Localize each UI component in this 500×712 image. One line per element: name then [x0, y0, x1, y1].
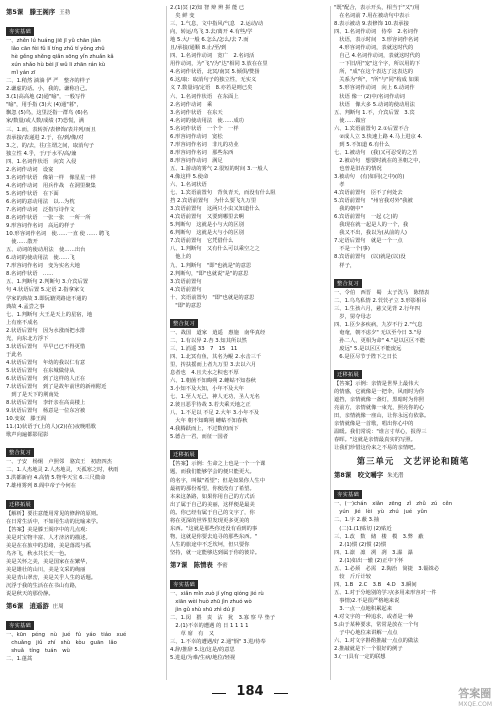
answer-line: 5.德合一君，而征一国者 [170, 434, 229, 441]
answer-line: 二、1.稍然 淌淌 俨 严 整齐的样子 [6, 78, 91, 85]
answer-line: 5.名词作状语 一个个 一样 [170, 125, 239, 132]
answer-line: 二、1.人杰地灵 2.人杰地灵，天孤寒之时，秋雨 [6, 467, 119, 474]
answer-line: 2.名词作动词 乘 [170, 101, 213, 108]
answer-line: 2.(1)不幸的遭遇 的 日 1 1 1 1 [170, 623, 249, 630]
answer-line: "既"配合，表示开头，相当于"又"/用 [334, 5, 420, 11]
answer-line: 2.被动句 想要时就在的圣朝之中， [334, 157, 424, 164]
page-number: 184 [226, 684, 274, 699]
answer-line: mǐ yán zī [6, 70, 36, 77]
answer-line: 人生的旅途中不乏坎坷，但只要你 [170, 541, 250, 548]
answer-line: 9.状语后置句 杨意是一位东宫被 [6, 408, 86, 415]
answer-line: 学家的典故 3.即阮籍哭路途不通的 [6, 295, 87, 302]
answer-line: 2.彼且恶乎待哉 3.若夫乘天地之正 [170, 402, 251, 409]
answer-line: 大年 朝不知晦朔 蟪蛄不知春秋 [170, 418, 248, 425]
answer-line: 6.判断句 这就是大与小的区别 [170, 230, 244, 237]
answer-line: 3.(1)高高地 (2)通"喻"，一般写作 [6, 94, 86, 101]
answer-line: chuǎng jiǔ zhí shù kòu guān lǎo [6, 640, 117, 647]
answer-line: 六、1.宾语前置句 2.①后置不合 [334, 125, 409, 132]
answer-line: 一、令伯 西晋 蜀 太子洗马 陈情表 [334, 289, 430, 296]
answer-line: 4.我腾跃而上，不过数仞而下 [170, 426, 239, 433]
answer-line: 4.名词的使动用法 使……成功 [170, 117, 244, 124]
answer-line: 三、1.消遥 33 7 15 11 [170, 345, 238, 352]
answer-line: 一、子安 杨炯 卢照邻 骆宾王 初唐四杰 [6, 459, 112, 466]
column-right [334, 4, 492, 682]
answer-line: 5.由于某种要求，常常是放在一个句 [334, 622, 419, 629]
answer-line: 温暖。我们常说："谁言寸草心，报得三 [334, 429, 427, 436]
answer-line: 春晖。"这就是亲情最真实的写照。 [334, 437, 416, 444]
answer-line: 废远" 5.是以区区不能废远 [334, 345, 402, 352]
answer-line: 美是青山翠峦，美是关乎人生的话题。 [6, 574, 97, 581]
section-tag-row [170, 571, 328, 590]
answer-line: 样子， [334, 262, 356, 269]
answer-line: 4.对文字的一种追求，或者是一种 [334, 614, 414, 621]
answer-line: 七、1.被动句 (我)又可忍受的之苦 [334, 149, 418, 156]
answer-line: 四、1.名词作状语 向宾 入侵 [6, 158, 77, 165]
answer-line: 3.宾语前置句 [170, 278, 202, 285]
answer-line: 里，抟扶摇而上者九万里 3.去以六月 [170, 361, 257, 368]
answer-line: 让我们珍惜这份来之不易的亲情吧。 [334, 445, 419, 452]
answer-line: 7.形容词作名词 变为实名大地 [6, 263, 80, 270]
answer-line: 四、1.凛 凛 冽 冽 3.瀑 瀑 [334, 549, 413, 556]
watermark-url: MXQE.COM [458, 701, 492, 708]
section-tag: 迁移拓展 [334, 370, 362, 379]
answer-line: 题，而我们能够学会的便只能更大。 [170, 469, 255, 476]
section-tag-row [6, 18, 164, 37]
answer-line: 奄奄，朝不虑夕" 无以至今日 3."母 [334, 329, 422, 336]
answer-line: 物，这就是你要去追寻的那些东西。" [170, 533, 258, 540]
answer-line: 4.辞/推辞 5.这/这是/的意思 [170, 647, 235, 654]
answer-line: 5.宾语前置句 "州官我对外"我被 [334, 198, 413, 205]
answer-line: 最初的那份希望，你便没有了希望。 [170, 485, 255, 492]
answer-line: 我的朝中" [334, 206, 363, 213]
answer-line: 状语 像一 (2)中/名词作动词 [334, 93, 405, 100]
answer-line: 用作动词，为"飞"/为"达"相同 3.放在在里 [170, 61, 268, 68]
lesson-title [334, 470, 492, 479]
answer-line: 7.宾语前置句 它凭借什么 [170, 238, 234, 245]
column-middle [170, 4, 328, 682]
answer-line: 3.一点一点地积累起来 [334, 606, 393, 612]
answer-line: 七、1.判断句 大王是天上的星宿，地 [6, 311, 93, 318]
answer-line: 田，亲情就像一座山，让你永远有依靠。 [334, 413, 430, 420]
lesson-author: 王勃 [59, 10, 70, 16]
answer-line: 典故 4.孟尝之事 [6, 303, 45, 310]
answer-line: 7.定语后置句 就是一个一点 [334, 238, 403, 245]
answer-line: "喻"，用手指 (3)大 (4)通"暮"， [6, 102, 82, 109]
answer-line: 6.是臣尽节于陛下之日长 [334, 353, 398, 360]
section-tag-row [334, 481, 492, 500]
answer-line: 7.名词作动词 泛指写诗作文 [6, 206, 75, 213]
answer-line: 子中心地位来讲解一点点 [334, 630, 398, 637]
answer-line: 六、1.对文字斟酌推敲一点点的做法 [334, 638, 419, 645]
answer-line: 于此名 [6, 351, 22, 358]
answer-line: 10.形容词作名词 使……一直 使 …… 聘飞 [6, 231, 110, 238]
answer-line: 将在更深的世界里发现更多更美的 [170, 517, 250, 524]
answer-line: 2.(1)如出一辙 (2)正中下怀 [334, 557, 404, 564]
answer-line: 不是一个(事) [334, 246, 370, 253]
answer-line: 3.(一)具有一定的联想 [334, 654, 386, 661]
answer-line: yún jié lèi yù zhú jué yǔn [334, 509, 428, 516]
answer-line: 3.宾语前置句 这两只小虫又知道什么 [170, 206, 260, 213]
answer-line: 独立性 4.乎，于/于水平/高/兼 [6, 150, 77, 157]
section-tag-row [170, 310, 328, 329]
lesson-title [6, 7, 164, 16]
answer-line: 矣 鲜 变 [170, 13, 195, 20]
answer-line: 一、(一)chán xiǎn zēng zǐ zhǔ zú cěn [334, 501, 453, 508]
answer-line: 七、1.宾语前置句 背负青天，而没有什么阻 [170, 190, 276, 197]
answer-line: shuǎ tíng tuán wù [6, 648, 70, 655]
unit-title: 第三单元 文艺评论和随笔 [356, 456, 470, 467]
answer-line: 一、zhěn lú huáng jiē jī yǔ chān jiàn [6, 38, 101, 44]
answer-line: 亮前方，亲情就像一束光，照亮你的心 [334, 405, 425, 412]
answer-line: 事情)2.不是很严格地来说 [334, 597, 400, 604]
answer-line: 六、1.名词状语 [170, 182, 207, 189]
answer-line: 一、xiǎn mǐn zuò jí yīng qióng jié rù [170, 591, 264, 597]
answer-line: 关系为"所"，"所"与"同"构成 如果 [334, 77, 420, 84]
section-tag: 整合复习 [170, 319, 198, 328]
answer-line: 五、1.判断句 2.判断句 3.介宾后置 [6, 279, 89, 286]
lesson-title [6, 601, 164, 610]
answer-line: 一、kūn péng nù jué fú yáo tiáo xué [6, 632, 127, 639]
answer-line: xún shǎo hù bèi jī wǔ li zhān rán kù [6, 62, 106, 69]
answer-line: 3.状语后置句 早早已已不得更惜 [6, 343, 86, 350]
answer-line: 八、1.不足以 不足 2.大年 3.小年不及 [170, 410, 260, 417]
answer-line: 五、1.必须 必需 2.陶治 简捷 3.锱铢必 [334, 565, 440, 572]
answer-line: 2.推敲就是下一个很好的例子 [334, 646, 403, 653]
answer-line: 5.形容词作动词 向上 6.动词作 [334, 85, 415, 92]
answer-line: 九、1.判断句 "即"也就是"的意思 [170, 262, 252, 269]
answer-line: 的情感，它就像是一把伞，风雨时为你 [334, 389, 425, 396]
watermark-logo [458, 685, 492, 708]
answer-line: 家/数量/或人数/成绩 (7)恐慌，满 [6, 118, 85, 125]
lesson-title [170, 560, 328, 569]
section-tag: 迁移拓展 [170, 450, 198, 459]
answer-line: 四、1.名词作动词 侍奉 2.名词作 [334, 29, 419, 36]
section-tag: 夯实基础 [170, 580, 198, 589]
answer-line: 向，转运/鸟飞 3.去/离开 4.有些/学 [170, 29, 253, 36]
section-tag: 整合复习 [6, 448, 34, 457]
answer-line: 且/承接/通顺 8.止/至/到 [170, 45, 227, 52]
answer-line: 的名字，叫做"希望"；但是如果你人生中 [170, 477, 265, 484]
answer-line: 7.形容词作名词 非凡的功业 [170, 141, 239, 148]
answer-line: 遮挡，亲情就像一盏灯，黑暗时为你照 [334, 397, 425, 404]
answer-line: 息者也 4.且夫水之积也不厚 [170, 370, 239, 377]
answer-line: 2.判断句，"即"也就说"是"的意思 [170, 270, 249, 277]
answer-line: 8.名词作状语 …… [6, 271, 54, 278]
answer-line: 2.(1)惯 (2)惯 (2)惯 [334, 541, 387, 548]
lesson-title-text: 第5课 滕王阁序 [6, 8, 56, 16]
answer-line: 3.名词作状语 在东天 [170, 109, 223, 116]
answer-line: 美是在在旅中的思绪，美是落霞与孤 [6, 542, 91, 549]
answer-line: 一下旧/用"宠"这个字，所以用的下 [334, 61, 421, 68]
lesson-title-text: 第6课 逍遥游 [6, 602, 49, 611]
answer-line: 义 7.数量词/定语 8.亦若是则已矣 [170, 85, 253, 92]
answer-line: 【解析】要注意能用常见的修辞的原则。 [6, 510, 102, 517]
answer-line: 状语 像大多 5.动词的使动用法 [334, 101, 415, 108]
answer-line: 孙二人，更相为命" 4."是以区区不能 [334, 337, 426, 344]
answer-line: 在名词前 7.用在被动句中表示 [334, 13, 410, 20]
answer-line: 五、判断句 1.不，介宾后置 3.宾 [334, 109, 415, 116]
answer-line: 地 5.大/一般 6.怎么/怎么/去 7.而 [170, 37, 249, 44]
section-tag-row [334, 361, 492, 380]
answer-line: 五、1.对于分地别的学习(多用来形容对一件 [334, 589, 437, 596]
answer-line: 【答案】美是滕王阁序中的几点观： [6, 526, 91, 533]
answer-line: 我现在就一起是人的一个，我 [334, 222, 409, 229]
answer-line: 三、1.改 数 储 楼 模 3.弊 蔽 [334, 533, 424, 540]
answer-line: 8.形容词作动词 满足 [170, 157, 223, 164]
answer-line: 三、1.不幸的遭遇/好 2.通"悯" 3.进/侍奉 [170, 639, 266, 646]
answer-line: 8.宾语前置句 (以)就是(以)没 [334, 254, 406, 261]
answer-line: 四、1.名词作动词 宽广 2.名词活 [170, 53, 255, 60]
answer-line: 3.洪都新府 4.高情 5.物华天宝 6.三尺微命 [6, 475, 106, 482]
answer-line: 4.宾语前置句 又要到哪里去啊 [170, 214, 244, 221]
answer-line: jìn gǔ shù shū zhì dú jī [170, 607, 235, 614]
answer-line: 5.名词作状语 在下面 [6, 190, 59, 197]
answer-line: 四、1.北冥有鱼，其名为鲲 2.水击三千 [170, 353, 262, 360]
section-tag-row [6, 439, 164, 458]
answer-line: 10.变叙 滕王阁 [6, 416, 47, 423]
answer-line: 挡 2.宾语前置句 为什么要飞九万里 [170, 198, 257, 205]
answer-line: 到 5.不知道 6.有什么 [334, 141, 390, 148]
answer-line: 五、1.游动的雾气 2.很短的时间 3.一般人 [170, 165, 268, 172]
answer-line: 4.像这样 5.使命 [170, 173, 209, 180]
answer-line: 6.这/取：取消句子的独立性，无实义 [170, 77, 257, 84]
answer-line: 所，"成"在这个表达了这表达的 [334, 69, 414, 76]
answer-line: 说是秋天的那份静。 [6, 591, 54, 597]
answer-line: 【答案】示例：生命之上也是一个一个课 [170, 461, 266, 468]
answer-line: 二、1.字 2.蔽 3.抽 [334, 517, 380, 524]
answer-line: 孝 [334, 182, 345, 189]
answer-line: 二、1.有以异 2.杏 3.知其所以然 [170, 337, 247, 344]
answer-line: 6.形容词作动词 宽松 [170, 133, 223, 140]
answer-line: 2.谦虚的话。小，我的。谦称自己。 [6, 86, 91, 93]
answer-line: 歌声向遍都影尾影 [6, 432, 49, 439]
answer-line: 表承接/表递进 2.于，在/到/像/对 [6, 134, 84, 141]
answer-line: 自己 4.名词作动词，表就这时代的 [334, 53, 421, 60]
answer-line: 坚持，就一定能够达到属于你的彼岸。 [170, 549, 261, 556]
section-tag-row [334, 270, 492, 289]
answer-line: 八、1.判断句 又有什么可以乘空之之 [170, 246, 260, 253]
answer-line: 三、1.生孩六月，慈父见背 2.行年四 [334, 305, 420, 312]
answer-line: 较 斤斤计较 [334, 573, 372, 580]
answer-line: 5.进退/为难/生病/地位/轻视 [170, 655, 236, 662]
section-tag-row [6, 491, 164, 510]
answer-line: 美是对宝物丰富、人才济济的描述。 [6, 534, 91, 541]
answer-line: 8.形容词作名词 那些东西 [170, 149, 234, 156]
watermark-brand: 答案圈 [458, 687, 492, 700]
section-tag: 夯实基础 [6, 27, 34, 36]
section-tag: 整合复习 [334, 279, 362, 288]
answer-line: 岁，舅夺母志 [334, 313, 372, 320]
answer-line: 美是关怀之美，美是国家在在繁华， [6, 558, 91, 565]
answer-line: 9.形容词作名词 高远的样子 [6, 223, 75, 230]
answer-line: 在日常生活中，不如用生动的比喻来学。 [6, 518, 102, 525]
answer-line: 四、1.B 2.C 3.B 4.D 3.瞬间 [334, 581, 417, 588]
answer-line: "即"的意思 [170, 302, 202, 309]
answer-line: 4.名词作动词 用兵作战 在洞里聚集 [6, 182, 96, 189]
answer-line: 11.(1)状语于(上的人)(2)(在)夜晚唱歌 [6, 424, 96, 431]
answer-line: 七、1.至人无己，神人无功，圣人无名 [170, 394, 260, 401]
answer-line: 五、动词的使动用法 使……出台 [6, 247, 86, 254]
answer-line: 2.状语后置句 因为水涨而把水排 [6, 327, 86, 334]
lesson-title-text: 第7课 陈情表 [170, 561, 213, 569]
answer-line: 六、1.朝菌不知晦朔 2.蟪蛄不知春秋 [170, 378, 256, 385]
answer-line: 也曾是旧在的情况 [334, 165, 382, 172]
answer-line: 7.状语后置句 到了是故年前世的新州附近 [6, 384, 107, 391]
answer-line: 使……做官 [334, 117, 366, 124]
answer-line: 十、宾语前置句 "即"也就是的意思 [170, 294, 255, 301]
column-divider [330, 6, 331, 680]
answer-line: 美是雄壮的山川，美是文采的绚丽 [6, 566, 86, 573]
answer-line: 二、1.闵 猥 责 沾 犹 3.寡 察 早 垫子 [170, 615, 276, 622]
answer-line: 8.状语后置句 李轩亲在高高楼上 [6, 400, 86, 407]
answer-line: 3.之，的/去，往/主谓之间，取消句子 [6, 142, 95, 149]
answer-line: 四、1.臣少多疾病，九岁不行 2."气息 [334, 321, 423, 328]
answer-line: 【答案】示例：亲情是世界上最伟大 [334, 380, 419, 387]
answer-line: 4.宾语前置句 [170, 286, 202, 293]
lesson-author: 庄周 [52, 604, 64, 611]
answer-line: 8.表示被动 9.表修饰 10.表承接 [334, 21, 409, 28]
answer-line: 上有座不成名 [6, 319, 38, 326]
lesson-author: 李密 [216, 563, 228, 569]
answer-line: 东西。"这就是那些你还没有看到的事 [170, 525, 258, 532]
answer-line: 二、1.蓬蒿 [6, 656, 33, 663]
answer-line: 6.状语后置句 到了这样的人正在 [6, 375, 86, 382]
section-tag: 夯实基础 [6, 621, 34, 630]
answer-line: 本来这条路，如果你用自己的方式活 [170, 493, 255, 500]
answer-line: lǎo cān fèi fǔ lí tíng zhǔ tí yǒng zhǔ [6, 46, 105, 53]
answer-line: (二)1.(1)贴切 (2)贴近 [334, 525, 392, 532]
answer-line: 6.宾语前置句 一起 (之)的 [334, 214, 398, 221]
answer-line: ②成人立 3.快速上路 4.马上进京 4. [334, 133, 423, 140]
answer-line: 6.动词的使动用法 使……飞 [6, 255, 75, 262]
section-tag: 迁移拓展 [6, 500, 34, 509]
answer-line: 飘忽 (5)鸟，这里泛指一群鸟 (6)名 [6, 110, 88, 117]
answer-line: 亲情就像是一首歌，唱出你心中的 [334, 421, 414, 428]
answer-line: 2.名词作动词 设宴 [6, 166, 54, 173]
answer-line: 4.名词作状语，北冥/南冥 5.倾俱/赞扬 [170, 69, 260, 76]
answer-line: 4.形容词作动词，表就这时代的 [334, 45, 414, 52]
answer-line: hè gěng shěng qiǎn sōng yǐn zhuǎn kǎ [6, 54, 114, 61]
answer-line: 光，向东北方浮下 [6, 335, 49, 342]
answer-line: 3.名词作状语 像第一样 像星星一样 [6, 174, 96, 181]
answer-line: 他上的 [170, 254, 192, 261]
section-tag-row [170, 441, 328, 460]
answer-line: 草 席 有 又 [170, 631, 215, 638]
answer-line: 2.(1)冥 (2)知 智 辩 辨 拼 能 已 [170, 5, 245, 11]
answer-line: 5.状语后置句 在东城做侍从 [6, 367, 75, 374]
answer-line: 三、1.而，表转折/表修饰/表并列/而且 [6, 126, 96, 133]
column-divider [166, 6, 167, 680]
section-tag-row [6, 612, 164, 631]
answer-line: 8.名词作状语 一张一张 一所一所 [6, 215, 91, 222]
answer-line: 状语，表示时间 3.形容词作名词 [334, 37, 419, 44]
answer-line: 到了是天下的荆南处 [6, 392, 59, 399]
answer-line: 4.状语后置句 年幼的我以仁有意 [6, 359, 86, 366]
answer-line: 一、战国 道家 逍遥 惠施 南华真经 [170, 329, 266, 336]
answer-line: 7.雄州雾列 8.阁中帝子今何在 [6, 483, 77, 490]
answer-line: 出了属于自己的美丽，这样便是最美 [170, 501, 255, 508]
answer-line: 我又不出，我以为(从前的人) [334, 230, 407, 237]
answer-line: 沉浮于我的生活在在书山有路， [6, 582, 81, 589]
answer-line: 4.宾语前置句 臣不了何处去 [334, 190, 403, 197]
answer-line: 句 4.状语后置 5.定语 2.指拿家文 [6, 287, 85, 294]
section-tag: 夯实基础 [334, 490, 362, 499]
answer-line: 鸟齐飞，秋水共长天一色。 [6, 550, 70, 557]
answer-line: 使……散开 [6, 239, 38, 246]
answer-line: 5.判断句 这就是小与大的区别 [170, 222, 244, 229]
column-left [6, 4, 164, 682]
answer-line: 3.小知不及大知，小年不及大年 [170, 386, 244, 393]
answer-line: 二、1.乌鸟私情 2.茕茕孑立 3.形影相吊 [334, 297, 427, 304]
answer-line: 6.名词的意动用法 以…为枕 [6, 198, 75, 205]
answer-line: xiān wèi huò zhū jìn zhuó wò [170, 599, 252, 606]
lesson-title-text: 第8课 咬文嚼字 [334, 471, 384, 480]
lesson-author: 朱光潜 [387, 473, 404, 480]
answer-line: 3.被动句 (有)如同(之中)(的) [334, 173, 405, 180]
answer-line: 三、1.气息，文中指风/气息 2.运动/动 [170, 21, 264, 28]
answer-line: 六、1.名词作状语 在东面上 [170, 93, 239, 100]
answer-line: 的。你已经有属于自己的文字了，你 [170, 509, 255, 516]
